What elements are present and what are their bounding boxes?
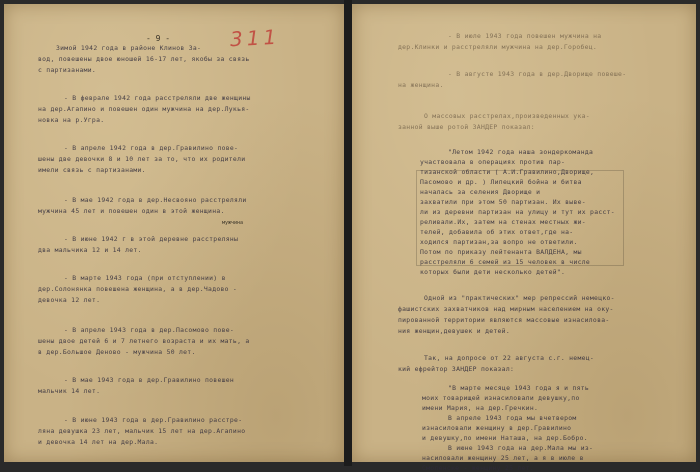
text-line: ляна девушка 23 лет, мальчик 15 лет на дер.Агапино	[38, 427, 246, 435]
text-line: ли из деревни партизан на улицу и тут их расст-	[420, 208, 615, 216]
text-line: пированной территории являются массовые изнасилова-	[398, 316, 610, 324]
text-line: шены две девочки 8 и 10 лет за то, что их родители	[38, 155, 246, 163]
text-line: ния женщин,девушек и детей.	[398, 327, 510, 335]
text-line: девочка 12 лет.	[38, 296, 101, 304]
page-number: - 9 -	[146, 34, 171, 43]
text-line: - В июне 1943 года в дер.Гравилино расстре-	[64, 416, 243, 424]
text-line: тизанской области ( А.И.Гравилино,Дворище,	[420, 168, 595, 176]
text-line: и девочка 14 лет на дер.Мала.	[38, 438, 159, 446]
right-page	[352, 4, 696, 472]
text-line: расстреляли 6 семей из 15 человек в числе	[420, 258, 591, 266]
text-line: с партизанами.	[38, 66, 97, 74]
binding-gutter	[344, 0, 352, 466]
text-line: - В августе 1943 года в дер.Дворище повеше-	[448, 70, 627, 78]
text-line: - В мае 1942 года в дер.Несвояно расстреляли	[64, 196, 247, 204]
text-line: в дер.Большое Деново - мужчина 50 лет.	[38, 348, 196, 356]
text-line: - В мае 1943 года в дер.Гравилино повешен	[64, 376, 235, 384]
text-line: - В апреле 1942 года в дер.Гравилино пове-	[64, 144, 239, 152]
text-line: "В марте месяце 1943 года я и пять	[448, 384, 590, 392]
text-line: участвовала в операциях против пар-	[420, 158, 566, 166]
text-line: ходился партизан,за вопро не ответили.	[420, 238, 578, 246]
margin-note: мужчина	[222, 220, 244, 226]
text-line: дер.Клинки и расстреляли мужчина на дер.Горобец.	[398, 43, 598, 51]
text-line: имели связь с партизанами.	[38, 166, 146, 174]
text-line: новка на р.Угра.	[38, 116, 105, 124]
text-line: Пасомово и др. ) Липецкий бойна и битва	[420, 178, 582, 186]
text-line: Одной из "практических" мер репрессий немецко-	[424, 294, 615, 302]
text-line: О массовых расстрелах,произведенных ука-	[424, 112, 590, 120]
text-line: Так, на допросе от 22 августа с.г. немец-	[424, 354, 595, 362]
text-line: - В феврале 1942 года расстреляли две женщины	[64, 94, 251, 102]
text-line: мальчик 14 лет.	[38, 387, 101, 395]
text-line: В июне 1943 года на дер.Мала мы из-	[448, 444, 594, 452]
text-line: Потом по приказу лейтенанта ВАЛДЕНА, мы	[420, 248, 582, 256]
text-line: - В апреле 1943 года в дер.Пасомово пове-	[64, 326, 235, 334]
text-line: Смоленске - женщину 25 лет.	[422, 464, 534, 472]
text-line: имени Мария, на дер.Гречкин.	[422, 404, 539, 412]
text-line: изнасиловали женщину в дер.Гравилино	[422, 424, 572, 432]
text-line: шены двое детей 6 и 7 летнего возраста и их мать, а	[38, 337, 250, 345]
text-line: телей, добавила об этих ответ,где на-	[420, 228, 574, 236]
text-line: реливали.Их, затем на стенах местных жи-	[420, 218, 586, 226]
text-line: дер.Солонянка повешена женщина, а в дер.Чадово -	[38, 285, 238, 293]
text-line: мужчина 45 лет и повешен один в этой женщина.	[38, 207, 225, 215]
text-line: фашистских захватчиков над мирным населением на оку-	[398, 305, 614, 313]
text-line: которых были дети несколько детей".	[420, 268, 566, 276]
text-line: занной выше ротой ЗАНДЕР показал:	[398, 123, 535, 131]
text-line: В апреле 1943 года мы вчетвером	[448, 414, 577, 422]
text-line: моих товарищей изнасиловали девушку,по	[422, 394, 580, 402]
left-page	[4, 4, 344, 462]
text-line: насиловали женщину 25 лет, а я в июле в	[422, 454, 584, 462]
text-line: - В июле 1943 года повешен мужчина на	[448, 32, 602, 40]
text-line: на дер.Агапино и повешен один мужчина на дер.Лукья-	[38, 105, 250, 113]
text-line: вод, повешены двое юношей 16-17 лет, якобы за связь	[38, 55, 250, 63]
text-line: на женщина.	[398, 81, 444, 89]
text-line: кий ефрейтор ЗАНДЕР показал:	[398, 365, 515, 373]
archive-number: 311	[229, 24, 281, 52]
text-line: началась за селения Дворище и	[420, 188, 541, 196]
text-line: - В июне 1942 г в этой деревне расстреляны	[64, 235, 239, 243]
text-line: два мальчика 12 и 14 лет.	[38, 246, 142, 254]
text-line: Зимой 1942 года в районе Клинов За-	[56, 44, 202, 52]
text-line: "Летом 1942 года наша зондеркоманда	[448, 148, 594, 156]
text-line: - В марте 1943 года (при отступлении) в	[64, 274, 226, 282]
text-line: захватили при этом 50 партизан. Их выве-	[420, 198, 586, 206]
text-line: и девушку,по имени Наташа, на дер.Бобро.	[422, 434, 588, 442]
